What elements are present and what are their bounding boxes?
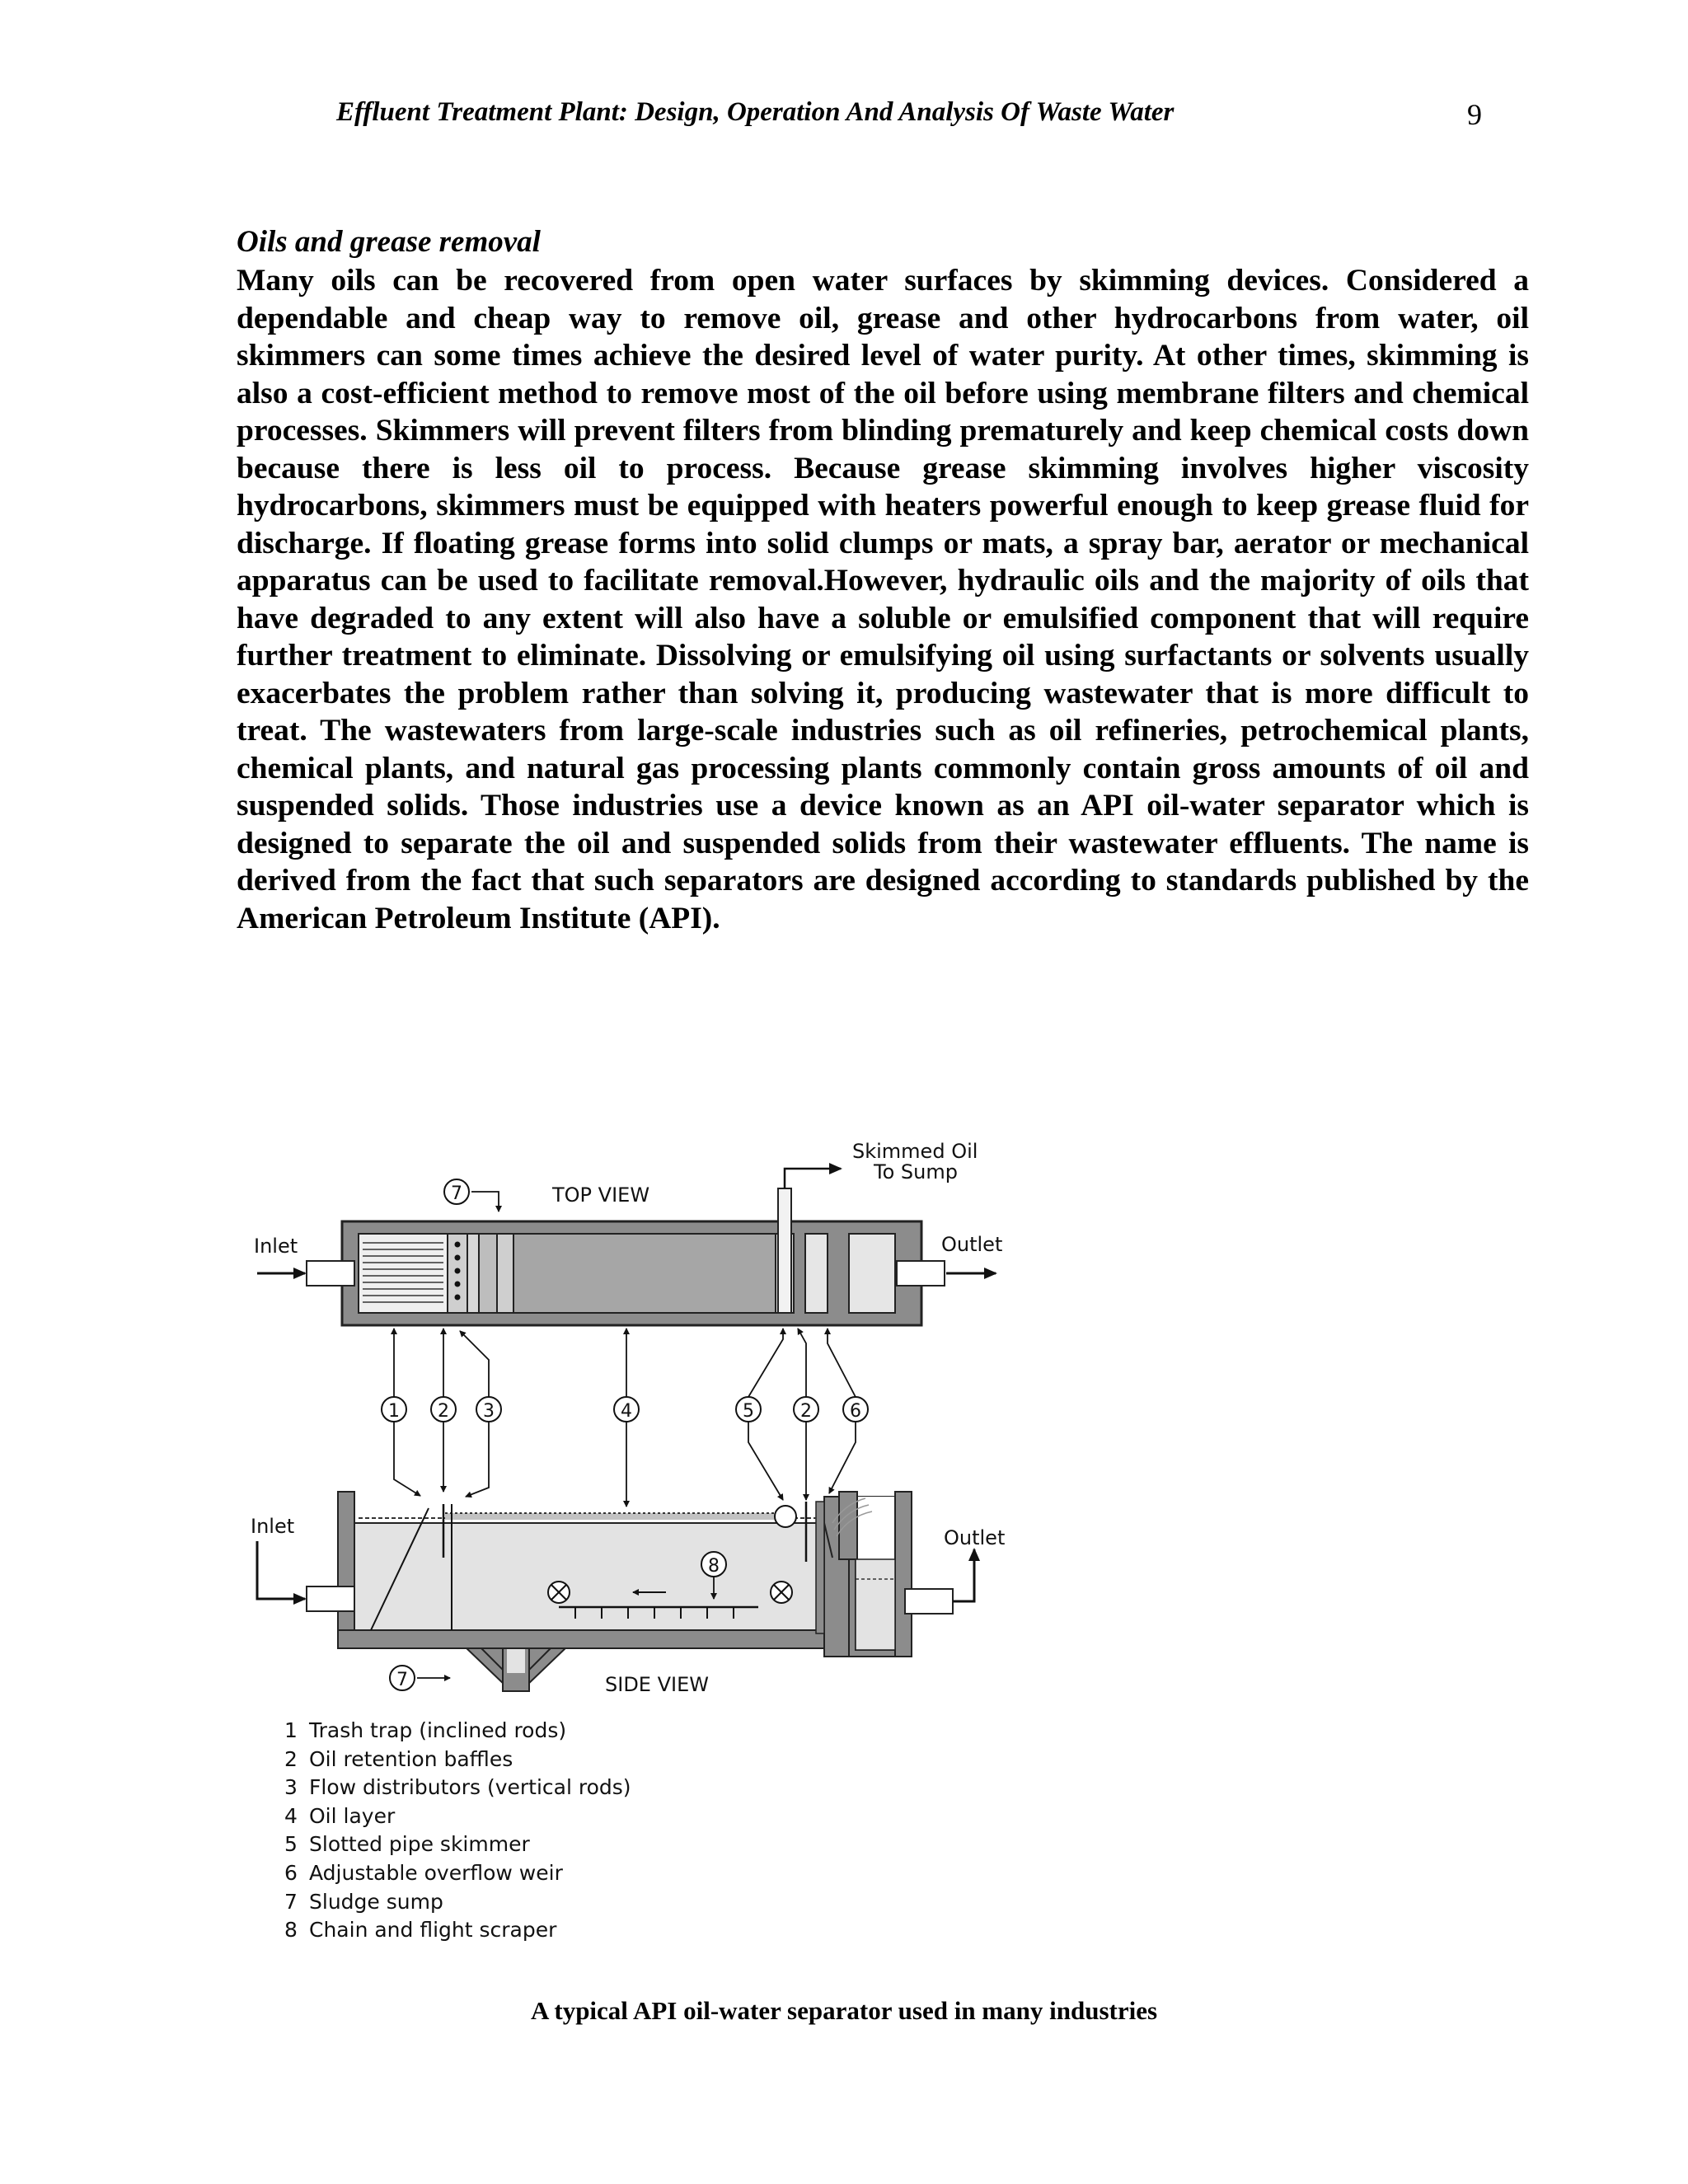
legend-item	[284, 1774, 631, 1802]
legend-item	[284, 1802, 631, 1831]
top-outlet-label: Outlet	[941, 1233, 1003, 1256]
legend-item-number: 6	[284, 1860, 298, 1885]
legend-item-text: Flow distributors (vertical rods)	[309, 1775, 631, 1800]
section-heading: Oils and grease removal	[237, 225, 541, 259]
callout-1-label: 1	[388, 1401, 400, 1422]
legend-item-text: Oil retention baffles	[309, 1746, 513, 1771]
figure-legend	[284, 1717, 631, 1945]
legend-item-text: Sludge sump	[309, 1889, 443, 1914]
legend-item-number: 7	[284, 1889, 298, 1914]
legend-item	[284, 1830, 631, 1859]
skimmed-oil-arrow	[785, 1169, 841, 1188]
legend-item-text: Slotted pipe skimmer	[309, 1832, 530, 1857]
legend-item	[284, 1916, 631, 1945]
skimmed-oil-label-line1: Skimmed Oil	[852, 1140, 978, 1163]
side-outlet-arrow	[953, 1549, 974, 1601]
callout-3-label: 3	[483, 1401, 495, 1422]
side-view	[251, 1492, 1005, 1696]
callout-8-label: 8	[708, 1556, 720, 1577]
callout-2-right-label: 2	[800, 1401, 812, 1422]
separator-diagram	[239, 1129, 1030, 1722]
top-view	[254, 1140, 1002, 1325]
legend-item-number: 1	[284, 1718, 298, 1742]
side-inlet-label: Inlet	[251, 1515, 295, 1538]
legend-item-number: 8	[284, 1918, 298, 1943]
skimmed-oil-label-line2: To Sump	[874, 1160, 958, 1183]
callout-bubbles	[382, 1397, 868, 1422]
legend-item	[284, 1888, 631, 1917]
page-number: 9	[1467, 98, 1482, 131]
callout-5-label: 5	[743, 1401, 754, 1422]
body-paragraph: Many oils can be recovered from open water surfaces by skimming devices. Considered a dependable and cheap way to remove oil, grease and other hydrocarbons from water, oil skimmers can some times achieve the desired level of water purity. At other times, skimming is also a cost-efficient method to remove most of the oil before using membrane filters and chemical processes. Skimmers will prevent filters from blinding prematurely and keep chemical costs down because there is less oil to process. Because grease skimming involves higher viscosity hydrocarbons, skimmers must be equipped with heaters powerful enough to keep grease fluid for discharge. If floating grease forms into solid clumps or mats, a spray bar, aerator or mechanical apparatus can be used to facilitate removal.However, hydraulic oils and the majority of oils that have degraded to any extent will also have a soluble or emulsified component that will require further treatment to eliminate. Dissolving or emulsifying oil using surfactants or solvents usually exacerbates the problem rather than solving it, producing wastewater that is more difficult to treat. The wastewaters from large-scale industries such as oil refineries, petrochemical plants, chemical plants, and natural gas processing plants commonly contain gross amounts of oil and suspended solids. Those industries use a device known as an API oil-water separator which is designed to separate the oil and suspended solids from their wastewater effluents. The name is derived from the fact that such separators are designed according to standards published by the American Petroleum Institute (API).	[237, 264, 1529, 935]
top-view-label: TOP VIEW	[552, 1183, 650, 1207]
side-outlet-label: Outlet	[944, 1526, 1006, 1549]
legend-item-number: 5	[284, 1832, 298, 1857]
legend-item-text: Trash trap (inclined rods)	[309, 1718, 567, 1742]
legend-item-text: Oil layer	[309, 1803, 396, 1828]
running-title: Effluent Treatment Plant: Design, Operation And Analysis Of Waste Water	[336, 97, 1175, 127]
callout-7-top-label: 7	[451, 1183, 462, 1204]
slotted-pipe-skimmer	[775, 1506, 796, 1527]
side-inlet-arrow	[257, 1541, 305, 1599]
callout-7-side-label: 7	[396, 1670, 408, 1690]
callout-6-label: 6	[850, 1401, 861, 1422]
legend-item	[284, 1746, 631, 1774]
legend-item-number: 2	[284, 1746, 298, 1771]
legend-item	[284, 1717, 631, 1746]
oil-layer-band	[445, 1513, 791, 1520]
legend-item	[284, 1859, 631, 1888]
callout-2-left-label: 2	[438, 1401, 449, 1422]
top-inlet-label: Inlet	[254, 1235, 298, 1258]
figure-caption: A typical API oil-water separator used in many industries	[530, 1996, 1158, 2025]
callout-4-label: 4	[621, 1401, 632, 1422]
legend-item-text: Chain and flight scraper	[309, 1918, 557, 1943]
legend-item-number: 3	[284, 1775, 298, 1800]
legend-item-number: 4	[284, 1803, 298, 1828]
legend-item-text: Adjustable overflow weir	[309, 1860, 563, 1885]
side-view-label: SIDE VIEW	[605, 1673, 709, 1696]
